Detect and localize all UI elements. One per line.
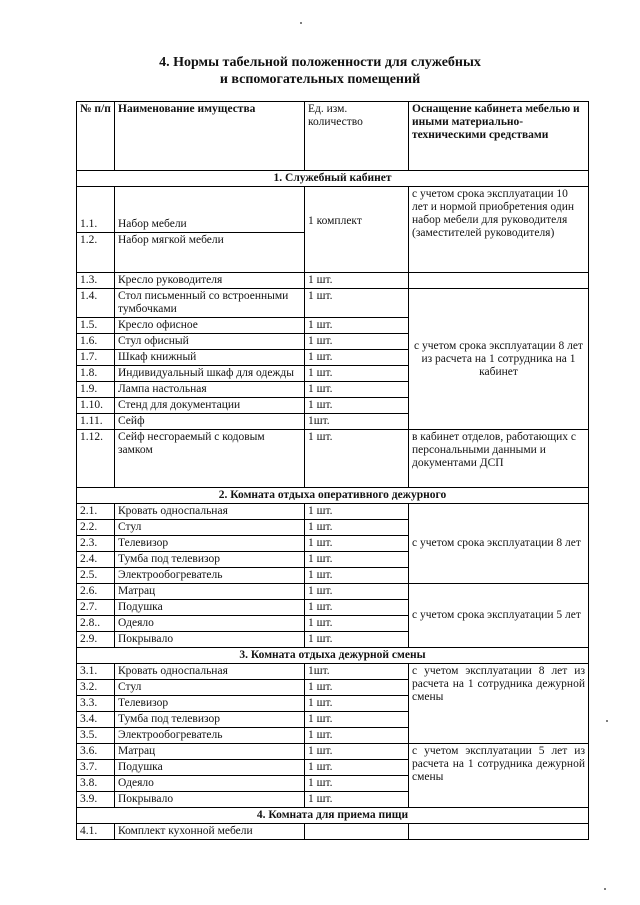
row-name: Набор мебели xyxy=(115,187,305,233)
row-name: Телевизор xyxy=(115,536,305,552)
row-name: Стул офисный xyxy=(115,334,305,350)
row-num: 1.10. xyxy=(77,398,115,414)
row-num: 3.7. xyxy=(77,760,115,776)
row-num: 3.1. xyxy=(77,664,115,680)
row-unit xyxy=(305,824,409,840)
row-num: 2.6. xyxy=(77,584,115,600)
row-note: с учетом срока эксплуатации 8 лет xyxy=(409,504,589,584)
row-note xyxy=(409,273,589,289)
row-num: 2.1. xyxy=(77,504,115,520)
row-name: Кресло офисное xyxy=(115,318,305,334)
row-name: Подушка xyxy=(115,760,305,776)
row-unit: 1 шт. xyxy=(305,552,409,568)
header-row xyxy=(77,102,589,171)
row-num: 2.4. xyxy=(77,552,115,568)
row-num: 2.5. xyxy=(77,568,115,584)
row-num: 2.2. xyxy=(77,520,115,536)
row-name: Шкаф книжный xyxy=(115,350,305,366)
row-name: Электрообогреватель xyxy=(115,568,305,584)
table-row xyxy=(77,430,589,488)
row-unit: 1 шт. xyxy=(305,289,409,318)
row-unit: 1 шт. xyxy=(305,334,409,350)
row-name: Покрывало xyxy=(115,632,305,648)
row-note: с учетом эксплуатации 5 лет из расчета на 1 сотрудника дежурной смены xyxy=(409,744,589,808)
row-num: 2.3. xyxy=(77,536,115,552)
row-name: Одеяло xyxy=(115,616,305,632)
table-row xyxy=(77,744,589,760)
row-name: Набор мягкой мебели xyxy=(115,233,305,273)
row-unit: 1 шт. xyxy=(305,632,409,648)
row-unit: 1шт. xyxy=(305,664,409,680)
row-unit: 1 шт. xyxy=(305,430,409,488)
page-title xyxy=(0,54,640,88)
row-name: Стол письменный со встроенными тумбочками xyxy=(115,289,305,318)
row-note: с учетом эксплуатации 8 лет из расчета на 1 сотрудника дежурной смены xyxy=(409,664,589,744)
row-unit: 1 шт. xyxy=(305,273,409,289)
row-num: 2.7. xyxy=(77,600,115,616)
row-name: Матрац xyxy=(115,584,305,600)
row-note xyxy=(409,824,589,840)
row-unit: 1 шт. xyxy=(305,398,409,414)
row-name: Тумба под телевизор xyxy=(115,712,305,728)
scan-speck xyxy=(604,888,606,890)
section-row xyxy=(77,171,589,187)
row-name: Кровать односпальная xyxy=(115,664,305,680)
row-name: Стул xyxy=(115,520,305,536)
table-row xyxy=(77,584,589,600)
section-row xyxy=(77,488,589,504)
row-unit: 1 комплект xyxy=(305,187,409,273)
row-unit: 1 шт. xyxy=(305,520,409,536)
row-num: 1.4. xyxy=(77,289,115,318)
row-unit: 1 шт. xyxy=(305,776,409,792)
row-num: 3.3. xyxy=(77,696,115,712)
row-unit: 1 шт. xyxy=(305,318,409,334)
row-num: 2.8.. xyxy=(77,616,115,632)
row-num: 1.6. xyxy=(77,334,115,350)
row-name: Индивидуальный шкаф для одежды xyxy=(115,366,305,382)
table-row xyxy=(77,289,589,318)
row-name: Стенд для документации xyxy=(115,398,305,414)
table-row xyxy=(77,273,589,289)
row-num: 3.6. xyxy=(77,744,115,760)
row-num: 1.11. xyxy=(77,414,115,430)
table-row xyxy=(77,824,589,840)
row-num: 1.3. xyxy=(77,273,115,289)
row-num: 3.2. xyxy=(77,680,115,696)
row-unit: 1 шт. xyxy=(305,536,409,552)
row-note: с учетом срока эксплуатации 8 лет из расчета на 1 сотрудника на 1 кабинет xyxy=(409,289,589,430)
section-title: 1. Служебный кабинет xyxy=(77,171,589,187)
row-num: 3.9. xyxy=(77,792,115,808)
section-row xyxy=(77,808,589,824)
row-name: Подушка xyxy=(115,600,305,616)
row-unit: 1 шт. xyxy=(305,696,409,712)
row-name: Электрообогреватель xyxy=(115,728,305,744)
row-note: с учетом срока эксплуатации 5 лет xyxy=(409,584,589,648)
header-unit: Ед. изм. количество xyxy=(305,102,409,171)
scan-speck xyxy=(606,720,608,722)
row-unit: 1 шт. xyxy=(305,366,409,382)
title-line-1: 4. Нормы табельной положенности для служебных xyxy=(159,55,481,70)
row-unit: 1 шт. xyxy=(305,792,409,808)
row-name: Сейф несгораемый с кодовым замком xyxy=(115,430,305,488)
row-num: 3.4. xyxy=(77,712,115,728)
table-row xyxy=(77,504,589,520)
row-name: Стул xyxy=(115,680,305,696)
header-name: Наименование имущества xyxy=(115,102,305,171)
section-title: 3. Комната отдыха дежурной смены xyxy=(77,648,589,664)
row-num: 3.8. xyxy=(77,776,115,792)
row-unit: 1 шт. xyxy=(305,350,409,366)
row-name: Одеяло xyxy=(115,776,305,792)
header-equip: Оснащение кабинета мебелью и иными материально-техническими средствами xyxy=(409,102,589,171)
row-unit: 1 шт. xyxy=(305,600,409,616)
row-name: Кресло руководителя xyxy=(115,273,305,289)
row-unit: 1 шт. xyxy=(305,584,409,600)
header-num: № п/п xyxy=(77,102,115,171)
section-title: 2. Комната отдыха оперативного дежурного xyxy=(77,488,589,504)
row-name: Кровать односпальная xyxy=(115,504,305,520)
row-num: 4.1. xyxy=(77,824,115,840)
row-unit: 1 шт. xyxy=(305,728,409,744)
title-line-2: и вспомогательных помещений xyxy=(219,72,421,87)
row-unit: 1 шт. xyxy=(305,760,409,776)
section-row xyxy=(77,648,589,664)
row-num: 3.5. xyxy=(77,728,115,744)
row-num: 1.8. xyxy=(77,366,115,382)
row-name: Матрац xyxy=(115,744,305,760)
row-num: 2.9. xyxy=(77,632,115,648)
scan-speck xyxy=(300,22,302,24)
row-name: Лампа настольная xyxy=(115,382,305,398)
row-name: Покрывало xyxy=(115,792,305,808)
row-unit: 1 шт. xyxy=(305,504,409,520)
table-row xyxy=(77,664,589,680)
row-num: 1.12. xyxy=(77,430,115,488)
row-unit: 1 шт. xyxy=(305,616,409,632)
row-num: 1.9. xyxy=(77,382,115,398)
row-num: 1.1. xyxy=(77,187,115,233)
row-note: с учетом срока эксплуатации 10 лет и нормой приобретения один набор мебели для руководителя (заместителей руководителя) xyxy=(409,187,589,273)
section-title: 4. Комната для приема пищи xyxy=(77,808,589,824)
row-name: Тумба под телевизор xyxy=(115,552,305,568)
row-num: 1.2. xyxy=(77,233,115,273)
row-name: Телевизор xyxy=(115,696,305,712)
row-unit: 1 шт. xyxy=(305,568,409,584)
row-unit: 1 шт. xyxy=(305,712,409,728)
row-num: 1.5. xyxy=(77,318,115,334)
table-row xyxy=(77,187,589,233)
row-name: Сейф xyxy=(115,414,305,430)
row-num: 1.7. xyxy=(77,350,115,366)
row-unit: 1 шт. xyxy=(305,744,409,760)
row-note: в кабинет отделов, работающих с персональными данными и документами ДСП xyxy=(409,430,589,488)
row-unit: 1шт. xyxy=(305,414,409,430)
row-unit: 1 шт. xyxy=(305,382,409,398)
norms-table xyxy=(76,101,589,840)
row-unit: 1 шт. xyxy=(305,680,409,696)
row-name: Комплект кухонной мебели xyxy=(115,824,305,840)
